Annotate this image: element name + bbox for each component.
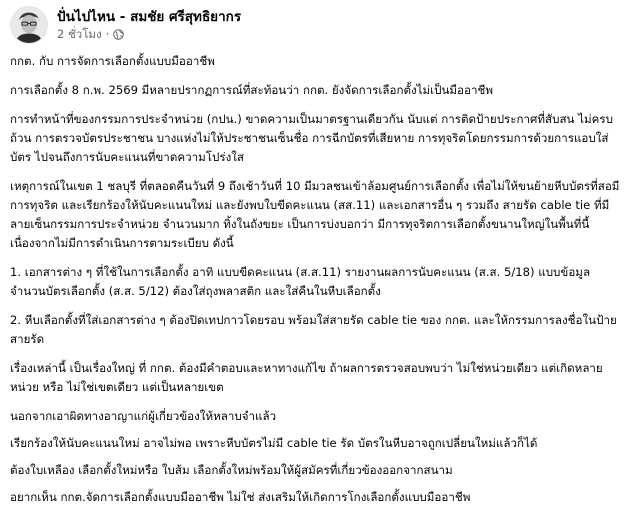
avatar[interactable]: [10, 6, 48, 44]
author-name[interactable]: ปั่นไปไหน - สมชัย ศรีสุทธิยากร: [57, 9, 242, 25]
post-paragraph: นอกจากเอาผิดทางอาญาแก่ผู้เกี่ยวข้องให้หลาบจำแล้ว: [10, 409, 277, 423]
post-paragraph: อยากเห็น กกต.จัดการเลือกตั้งแบบมืออาชีพ ไม่ใช่ ส่งเสริมให้เกิดการโกงเลือกตั้งแบบมืออาชีพ: [10, 490, 471, 504]
post-paragraph: เรื่องเหล่านี้ เป็นเรื่องใหญ่ ที่ กกต. ต้องมีคำตอบและหาทางแก้ไข ถ้าผลการตรวจสอบพบว่า ไม่ใช่หน่วยเดียว แต่เกิดหลายหน่วย หรือ ไม่ใช่เขตเดียว แต่เป็นหลายเขต: [10, 361, 603, 394]
post-paragraph: เหตุการณ์ในเขต 1 ชลบุรี ที่ตลอดคืนวันที่ 9 ถึงเช้าวันที่ 10 มีมวลชนเข้าล้อมศูนย์การเลือกตั้ง เพื่อไม่ให้ขนย้ายหีบบัตรที่สอมีการทุจริต และเรียกร้องให้นับคะแนนใหม่ และยังพบใบขีดคะแนน (สส.11) และเอกสารอื่น ๆ รวมถึง สายรัด cable tie ที่มีลายเซ็นกรรมการประจำหน่วย จำนวนมาก ทิ้งในถังขยะ เป็นการบ่งบอกว่า มีการทุจริตการเลือกตั้งขนานใหญ่ในพื้นที่นี้ เนื่องจากไม่มีการดำเนินการตามระเบียบ ดังนี้: [10, 179, 620, 250]
post-meta: [57, 8, 241, 42]
post-paragraph: การเลือกตั้ง 8 ก.พ. 2569 มีหลายปรากฏการณ์ที่สะท้อนว่า กกต. ยังจัดการเลือกตั้งไม่เป็นมืออาชีพ: [10, 83, 493, 97]
post-subline: [57, 27, 241, 42]
profile-photo-avatar: [11, 7, 47, 43]
globe-icon[interactable]: [113, 29, 124, 40]
post-paragraph: 2. หีบเลือกตั้งที่ใส่เอกสารต่าง ๆ ต้องปิดเทปกาวโดยรอบ พร้อมใส่สายรัด cable tie ของ กกต. และให้กรรมการลงชื่อในป้ายสายรัด: [10, 313, 617, 346]
post-paragraph: ต้องใบเหลือง เลือกตั้งใหม่หรือ ใบส้ม เลือกตั้งใหม่พร้อมให้ผู้สมัครที่เกี่ยวข้องออกจากสนาม: [10, 463, 453, 477]
post-paragraph: กกต. กับ การจัดการเลือกตั้งแบบมืออาชีพ: [10, 54, 215, 68]
post-paragraph: 1. เอกสารต่าง ๆ ที่ใช้ในการเลือกตั้ง อาทิ แบบขีดคะแนน (ส.ส.11) รายงานผลการนับคะแนน (ส.ส. 5/18) แบบข้อมูลจำนวนบัตรเลือกตั้ง (ส.ส. 5/12) ต้องใส่ถุงพลาสติก และใส่คืนในหีบเลือกตั้ง: [10, 265, 591, 298]
post-header: [10, 4, 630, 46]
post-paragraph: เรียกร้องให้นับคะแนนใหม่ อาจไม่พอ เพราะหีบบัตรไม่มี cable tie รัด บัตรในหีบอาจถูกเปลี่ยนใหม่แล้วก็ได้: [10, 436, 538, 450]
separator-dot: ·: [105, 27, 110, 41]
post-timestamp[interactable]: 2 ชั่วโมง: [57, 27, 102, 41]
post-body: [10, 52, 630, 507]
post-paragraph: การทำหน้าที่ของกรรมการประจำหน่วย (กปน.) ขาดความเป็นมาตรฐานเดียวกัน นับแต่ การติดป้ายประกาศที่สับสน ไม่ครบถ้วน การตรวจบัตรประชาชน บางแห่งไม่ให้ประชาชนเซ็นชื่อ การฉีกบัตรที่เสียหาย การทุจริตโดยกรรมการด้วยการแอบใส่บัตร ไปจนถึงการนับคะแนนที่ขาดความโปร่งใส: [10, 112, 613, 164]
